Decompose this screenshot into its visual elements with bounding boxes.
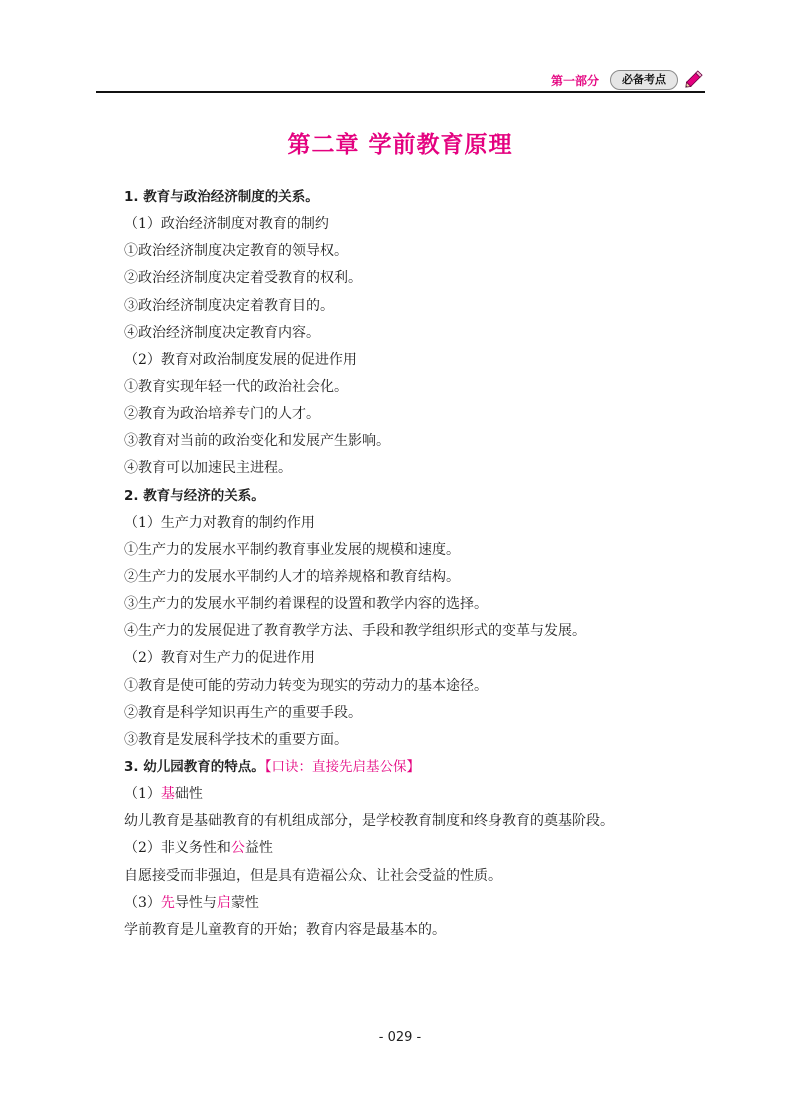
line-text: ③政治经济制度决定着教育目的。 [124,297,334,314]
subheading [124,835,684,862]
line-text: ③教育对当前的政治变化和发展产生影响。 [124,433,390,450]
line-text: ①教育是使可能的劳动力转变为现实的劳动力的基本途径。 [124,677,488,694]
line-text: ③生产力的发展水平制约着课程的设置和教学内容的选择。 [124,596,488,613]
section-heading [124,184,684,211]
text-line [124,265,684,292]
line-text: 1. 教育与政治经济制度的关系。 [124,189,319,205]
line-text: 学前教育是儿童教育的开始；教育内容是最基本的。 [124,921,446,938]
mnemonic: 【口诀：直接先启基公保】 [264,758,420,775]
section-heading [124,754,684,781]
keyword-highlight: 公 [230,840,245,857]
line-text: （1）政治经济制度对教育的制约 [124,216,329,233]
tag-pill: 必备考点 [610,70,678,90]
text-line [124,917,684,944]
line-text: 幼儿教育是基础教育的有机组成部分，是学校教育制度和终身教育的奠基阶段。 [124,813,614,830]
text-line [124,537,684,564]
line-text: ①生产力的发展水平制约教育事业发展的规模和速度。 [124,541,460,558]
line-text: ④教育可以加速民主进程。 [124,460,292,477]
line-text: 自愿接受而非强迫，但是具有造福公众、让社会受益的性质。 [124,867,502,884]
line-text: ②教育是科学知识再生产的重要手段。 [124,704,362,721]
line-text: （1）生产力对教育的制约作用 [124,514,315,531]
text-line [124,700,684,727]
line-text: ①教育实现年轻一代的政治社会化。 [124,378,348,395]
section-heading [124,483,684,510]
text-line [124,238,684,265]
subheading [124,347,684,374]
text-line [124,673,684,700]
page-number: - 029 - [378,1030,422,1045]
chapter-title: 第二章 学前教育原理 [287,131,513,158]
line-text: ②教育为政治培养专门的人才。 [124,406,320,423]
line-text: ④政治经济制度决定教育内容。 [124,324,320,341]
section-label: 第一部分 [551,74,600,88]
keyword-highlight: 先 [160,894,175,911]
line-text: ③教育是发展科学技术的重要方面。 [124,731,348,748]
text-line [124,428,684,455]
text-line [124,320,684,347]
line-text: 3. 幼儿园教育的特点。 [124,758,265,775]
line-text: （2）教育对生产力的促进作用 [124,650,315,667]
subheading [124,890,684,917]
text-line [124,808,684,835]
subheading [124,510,684,537]
line-text: ②政治经济制度决定着受教育的权利。 [124,270,362,287]
subheading [124,645,684,672]
text-line [124,293,684,320]
text-line [124,591,684,618]
line-text: （3）先导性与启蒙性 [124,894,259,911]
keyword-highlight: 基 [160,786,175,803]
text-line [124,863,684,890]
text-line [124,564,684,591]
text-line [124,374,684,401]
line-text: （2）非义务性和公益性 [124,840,273,857]
line-text: （2）教育对政治制度发展的促进作用 [124,351,357,368]
content-body [124,184,684,944]
header-rule [96,91,705,93]
text-line [124,401,684,428]
text-line [124,455,684,482]
line-text: ④生产力的发展促进了教育教学方法、手段和教学组织形式的变革与发展。 [124,623,586,640]
subheading [124,781,684,808]
line-text: （1）基础性 [124,786,203,803]
page-header [0,60,800,100]
pencil-icon [684,67,706,89]
text-line [124,727,684,754]
line-text: ①政治经济制度决定教育的领导权。 [124,243,348,260]
line-text: 2. 教育与经济的关系。 [124,487,265,504]
text-line [124,618,684,645]
keyword-highlight: 启 [216,894,231,911]
subheading [124,211,684,238]
line-text: ②生产力的发展水平制约人才的培养规格和教育结构。 [124,568,460,585]
